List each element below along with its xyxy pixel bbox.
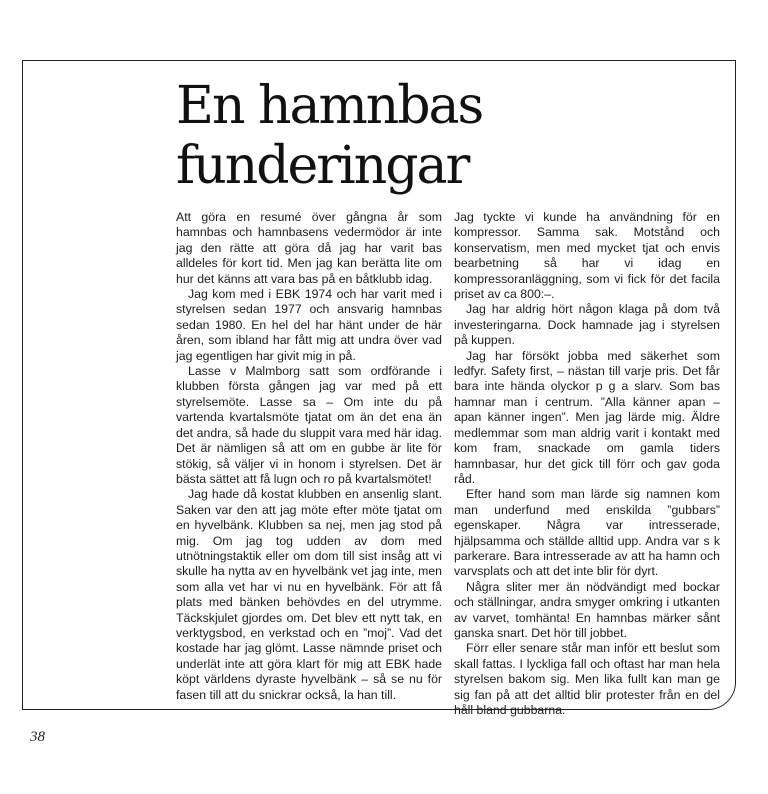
paragraph: Jag kom med i EBK 1974 och har varit med i styrelsen sedan 1977 och ansvarig hamnbas sedan 1980. En hel del har hänt under de här åren, som ibland har fått mig att undra över vad jag egentligen har givit mig in på. <box>176 287 442 363</box>
title-line-1: En hamnbas <box>176 76 483 136</box>
right-column <box>454 210 720 718</box>
paragraph: Några sliter mer än nödvändigt med bockar och ställningar, andra smyger omkring i utkanten av varvet, tomhänta! En hamnbas märker sånt ganska snart. Det hör till jobbet. <box>454 579 720 640</box>
paragraph: Förr eller senare står man inför ett beslut som skall fattas. I lyckliga fall och oftast har man hela styrelsen bakom sig. Men lika fullt kan man ge sig fan på att det alltid blir protester från en del håll bland gubbarna. <box>454 641 720 717</box>
paragraph: Jag hade då kostat klubben en ansenlig slant. Saken var den att jag möte efter möte tjatat om en hyvelbänk. Klubben sa nej, men jag stod på mig. Om jag tog udden av dom med utnötningstaktik eller om dom till sist insåg att vi skulle ha nytta av en hyvelbänk vet jag inte, men som alla vet har vi nu en hyvelbänk. För att få plats med bänken behövdes en del utrymme. Täckskjulet gjordes om. Det blev ett nytt tak, en verktygsbod, en verkstad och en ”moj”. Vad det kostade har jag glömt. Lasse nämnde priset och underlät inte att göra klart för mig att EBK hade köpt världens dyraste hyvelbänk – så se nu för fasen till att du snickrar också, la han till. <box>176 487 442 702</box>
title-line-2: funderingar <box>176 136 469 196</box>
paragraph: Jag har aldrig hört någon klaga på dom två investeringarna. Dock hamnade jag i styrelsen på kuppen. <box>454 302 720 348</box>
paragraph: Jag har försökt jobba med säkerhet som ledfyr. Safety first, – nästan till varje pris. Det får bara inte hända olyckor p g a slarv. Som bas hamnar man i centrum. ”Alla känner apan – apan känner ingen”. Men jag lärde mig. Äldre medlemmar som man aldrig varit i kontakt med kom fram, snackade om gamla tiders hamnbasar, hur det gick till förr och gav goda råd. <box>454 348 720 486</box>
page-number: 38 <box>30 729 45 745</box>
article-title <box>176 76 482 196</box>
paragraph: Att göra en resumé över gångna år som hamnbas och hamnbasens vedermödor är inte jag den rätte att göra då jag har varit bas alldeles för kort tid. Men jag kan berätta lite om hur det känns att vara bas på en båtklubb idag. <box>176 210 442 286</box>
paragraph: Efter hand som man lärde sig namnen kom man underfund med enskilda ”gubbars” egenskaper. Några var intresserade, hjälpsamma och ställde alltid upp. Andra var s k parkerare. Bara intresserade av att ha hamn och varvsplats och att det inte blir för dyrt. <box>454 487 720 579</box>
paragraph: Jag tyckte vi kunde ha användning för en kompressor. Samma sak. Motstånd och konservatism, men med mycket tjat och envis bearbetning så har vi idag en kompressoranläggning, som vi fick för det facila priset av ca 800:–. <box>454 210 720 302</box>
left-column <box>176 210 442 703</box>
paragraph: Lasse v Malmborg satt som ordförande i klubben första gången jag var med på ett styrelsemöte. Lasse sa – Om inte du på vartenda kvartalsmöte tjatat om än det ena än det andra, så hade du sluppit vara med här idag. Det är nämligen så att om en gubbe är lite för stökig, så väljer vi in honom i styrelsen. Det är bästa sättet att få lugn och ro på kvartalsmötet! <box>176 364 442 486</box>
